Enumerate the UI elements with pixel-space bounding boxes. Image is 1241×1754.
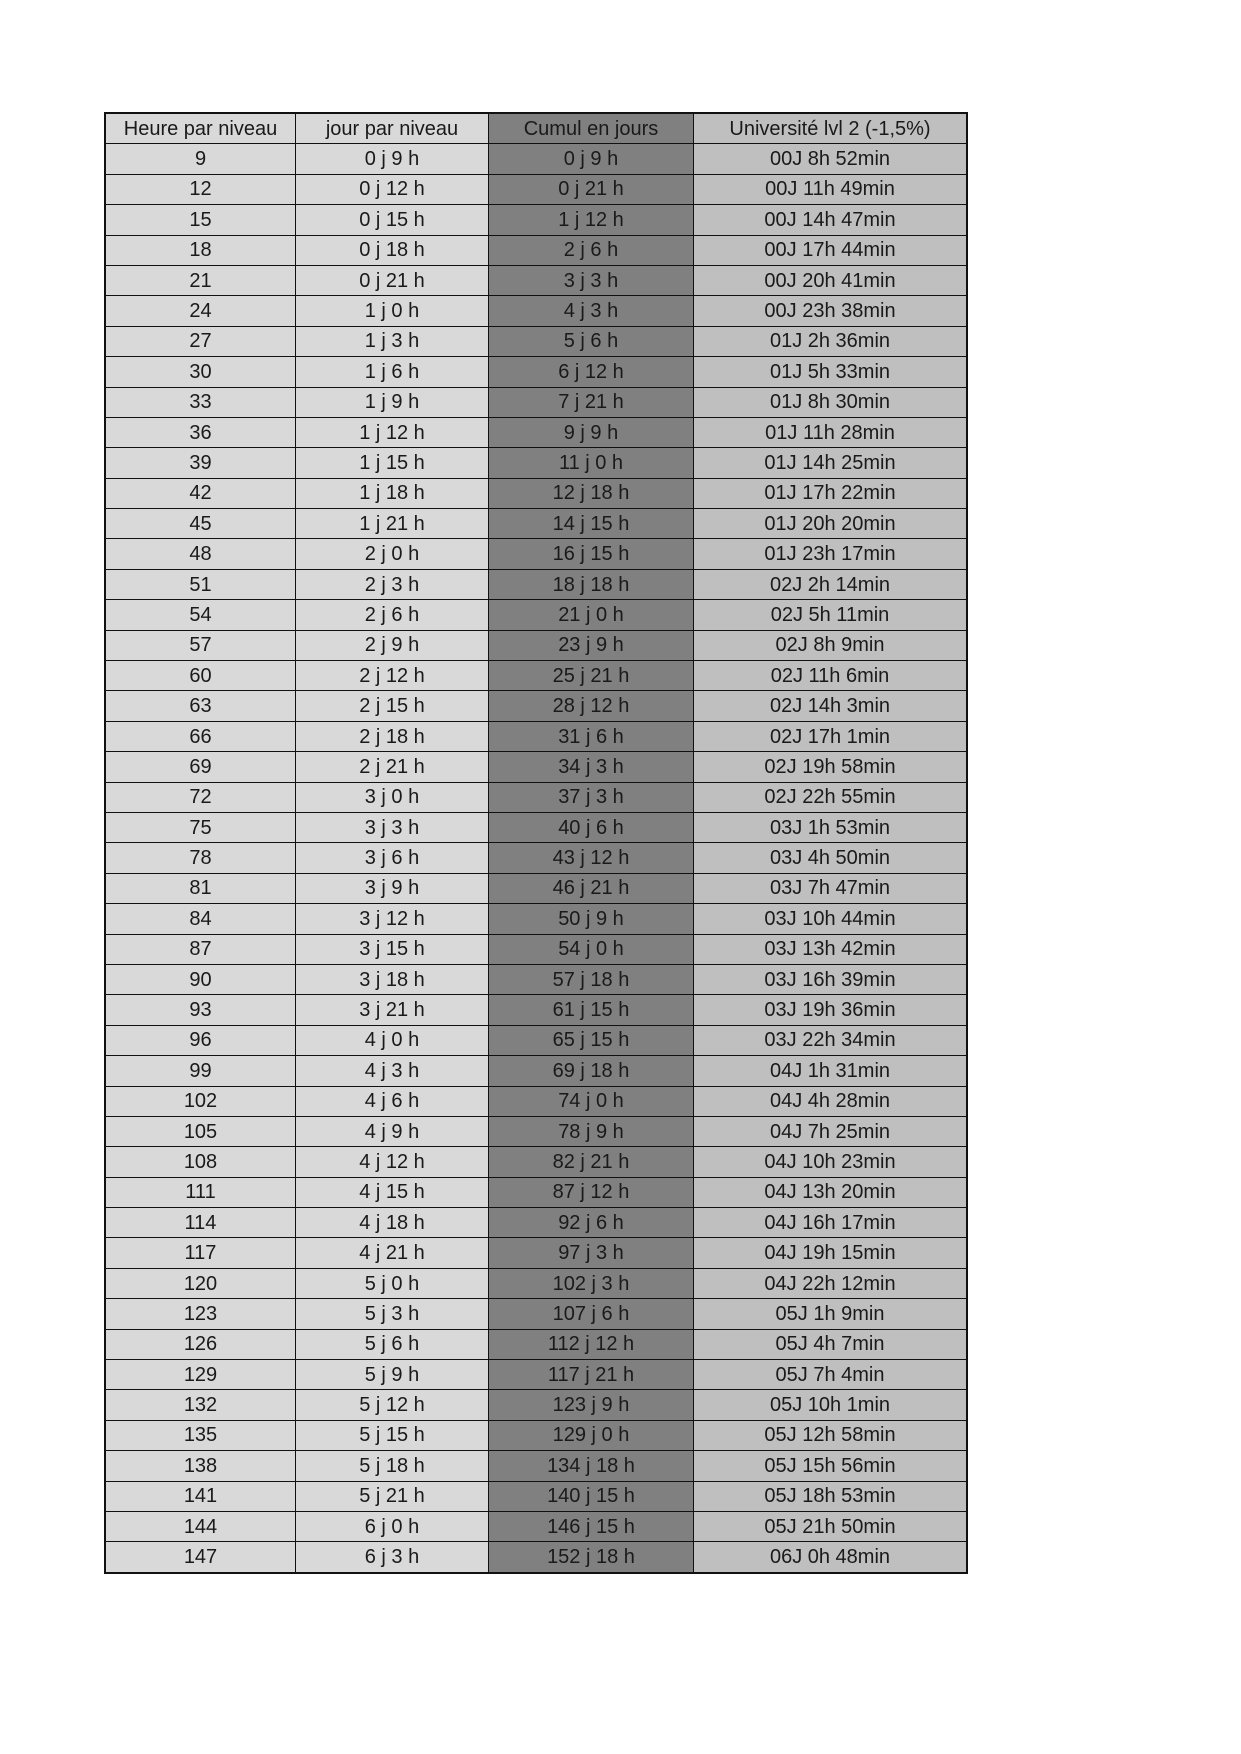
cell-universite-lvl2: 02J 5h 11min (694, 600, 968, 630)
table-row (105, 1116, 967, 1146)
cell-heure-par-niveau: 81 (105, 873, 296, 903)
cell-universite-lvl2: 01J 20h 20min (694, 509, 968, 539)
cell-heure-par-niveau: 138 (105, 1451, 296, 1481)
cell-universite-lvl2: 03J 16h 39min (694, 964, 968, 994)
table-row (105, 964, 967, 994)
cell-cumul-en-jours: 6 j 12 h (489, 357, 694, 387)
cell-cumul-en-jours: 78 j 9 h (489, 1116, 694, 1146)
cell-heure-par-niveau: 132 (105, 1390, 296, 1420)
cell-heure-par-niveau: 9 (105, 144, 296, 174)
table-row (105, 265, 967, 295)
table-row (105, 1329, 967, 1359)
table-row (105, 843, 967, 873)
cell-universite-lvl2: 00J 14h 47min (694, 205, 968, 235)
cell-heure-par-niveau: 48 (105, 539, 296, 569)
cell-cumul-en-jours: 65 j 15 h (489, 1025, 694, 1055)
table-row (105, 1390, 967, 1420)
cell-heure-par-niveau: 117 (105, 1238, 296, 1268)
table-row (105, 417, 967, 447)
cell-universite-lvl2: 05J 4h 7min (694, 1329, 968, 1359)
table-row (105, 1481, 967, 1511)
cell-heure-par-niveau: 21 (105, 265, 296, 295)
cell-cumul-en-jours: 2 j 6 h (489, 235, 694, 265)
table-row (105, 296, 967, 326)
cell-jour-par-niveau: 5 j 18 h (296, 1451, 489, 1481)
cell-heure-par-niveau: 63 (105, 691, 296, 721)
cell-cumul-en-jours: 3 j 3 h (489, 265, 694, 295)
table-row (105, 1542, 967, 1573)
cell-universite-lvl2: 05J 12h 58min (694, 1420, 968, 1450)
cell-jour-par-niveau: 0 j 15 h (296, 205, 489, 235)
cell-heure-par-niveau: 78 (105, 843, 296, 873)
cell-universite-lvl2: 04J 16h 17min (694, 1208, 968, 1238)
table-row (105, 235, 967, 265)
cell-heure-par-niveau: 57 (105, 630, 296, 660)
cell-universite-lvl2: 04J 4h 28min (694, 1086, 968, 1116)
cell-cumul-en-jours: 14 j 15 h (489, 509, 694, 539)
table-row (105, 539, 967, 569)
cell-universite-lvl2: 04J 22h 12min (694, 1268, 968, 1298)
cell-universite-lvl2: 04J 1h 31min (694, 1056, 968, 1086)
cell-cumul-en-jours: 146 j 15 h (489, 1511, 694, 1541)
cell-universite-lvl2: 00J 8h 52min (694, 144, 968, 174)
cell-jour-par-niveau: 5 j 9 h (296, 1360, 489, 1390)
cell-cumul-en-jours: 11 j 0 h (489, 448, 694, 478)
cell-jour-par-niveau: 5 j 0 h (296, 1268, 489, 1298)
cell-cumul-en-jours: 46 j 21 h (489, 873, 694, 903)
cell-universite-lvl2: 02J 22h 55min (694, 782, 968, 812)
table-row (105, 1360, 967, 1390)
cell-cumul-en-jours: 16 j 15 h (489, 539, 694, 569)
cell-cumul-en-jours: 57 j 18 h (489, 964, 694, 994)
table-row (105, 812, 967, 842)
cell-cumul-en-jours: 25 j 21 h (489, 661, 694, 691)
cell-universite-lvl2: 03J 13h 42min (694, 934, 968, 964)
cell-heure-par-niveau: 45 (105, 509, 296, 539)
cell-universite-lvl2: 01J 8h 30min (694, 387, 968, 417)
cell-heure-par-niveau: 30 (105, 357, 296, 387)
cell-cumul-en-jours: 31 j 6 h (489, 721, 694, 751)
cell-heure-par-niveau: 18 (105, 235, 296, 265)
cell-heure-par-niveau: 126 (105, 1329, 296, 1359)
table-row (105, 873, 967, 903)
cell-jour-par-niveau: 3 j 3 h (296, 812, 489, 842)
cell-cumul-en-jours: 112 j 12 h (489, 1329, 694, 1359)
table-row (105, 1025, 967, 1055)
cell-cumul-en-jours: 5 j 6 h (489, 326, 694, 356)
cell-universite-lvl2: 02J 2h 14min (694, 569, 968, 599)
cell-heure-par-niveau: 108 (105, 1147, 296, 1177)
cell-universite-lvl2: 02J 8h 9min (694, 630, 968, 660)
cell-universite-lvl2: 00J 20h 41min (694, 265, 968, 295)
header-row (105, 113, 967, 144)
table-row (105, 448, 967, 478)
cell-universite-lvl2: 04J 13h 20min (694, 1177, 968, 1207)
table-row (105, 691, 967, 721)
cell-cumul-en-jours: 54 j 0 h (489, 934, 694, 964)
cell-universite-lvl2: 05J 15h 56min (694, 1451, 968, 1481)
cell-jour-par-niveau: 4 j 15 h (296, 1177, 489, 1207)
cell-cumul-en-jours: 92 j 6 h (489, 1208, 694, 1238)
cell-heure-par-niveau: 105 (105, 1116, 296, 1146)
cell-jour-par-niveau: 3 j 21 h (296, 995, 489, 1025)
cell-jour-par-niveau: 5 j 12 h (296, 1390, 489, 1420)
cell-jour-par-niveau: 3 j 9 h (296, 873, 489, 903)
cell-jour-par-niveau: 1 j 21 h (296, 509, 489, 539)
cell-jour-par-niveau: 1 j 18 h (296, 478, 489, 508)
cell-heure-par-niveau: 72 (105, 782, 296, 812)
cell-heure-par-niveau: 66 (105, 721, 296, 751)
cell-jour-par-niveau: 5 j 21 h (296, 1481, 489, 1511)
table-row (105, 752, 967, 782)
cell-cumul-en-jours: 28 j 12 h (489, 691, 694, 721)
cell-jour-par-niveau: 1 j 3 h (296, 326, 489, 356)
cell-jour-par-niveau: 3 j 12 h (296, 904, 489, 934)
cell-universite-lvl2: 03J 22h 34min (694, 1025, 968, 1055)
cell-jour-par-niveau: 2 j 15 h (296, 691, 489, 721)
cell-jour-par-niveau: 3 j 18 h (296, 964, 489, 994)
cell-heure-par-niveau: 90 (105, 964, 296, 994)
cell-cumul-en-jours: 129 j 0 h (489, 1420, 694, 1450)
cell-heure-par-niveau: 24 (105, 296, 296, 326)
table-row (105, 1086, 967, 1116)
cell-universite-lvl2: 01J 2h 36min (694, 326, 968, 356)
table-row (105, 509, 967, 539)
table-row (105, 1451, 967, 1481)
cell-jour-par-niveau: 0 j 12 h (296, 174, 489, 204)
cell-universite-lvl2: 01J 11h 28min (694, 417, 968, 447)
cell-jour-par-niveau: 4 j 3 h (296, 1056, 489, 1086)
cell-heure-par-niveau: 120 (105, 1268, 296, 1298)
header-jour-par-niveau: jour par niveau (296, 113, 489, 144)
cell-jour-par-niveau: 5 j 15 h (296, 1420, 489, 1450)
cell-universite-lvl2: 03J 10h 44min (694, 904, 968, 934)
table-row (105, 569, 967, 599)
cell-heure-par-niveau: 123 (105, 1299, 296, 1329)
cell-heure-par-niveau: 36 (105, 417, 296, 447)
cell-cumul-en-jours: 107 j 6 h (489, 1299, 694, 1329)
cell-heure-par-niveau: 75 (105, 812, 296, 842)
cell-universite-lvl2: 05J 18h 53min (694, 1481, 968, 1511)
cell-jour-par-niveau: 1 j 15 h (296, 448, 489, 478)
cell-cumul-en-jours: 69 j 18 h (489, 1056, 694, 1086)
cell-jour-par-niveau: 5 j 3 h (296, 1299, 489, 1329)
table-row (105, 995, 967, 1025)
cell-universite-lvl2: 02J 11h 6min (694, 661, 968, 691)
cell-cumul-en-jours: 117 j 21 h (489, 1360, 694, 1390)
cell-heure-par-niveau: 87 (105, 934, 296, 964)
table-row (105, 205, 967, 235)
header-cumul-en-jours: Cumul en jours (489, 113, 694, 144)
cell-jour-par-niveau: 4 j 6 h (296, 1086, 489, 1116)
cell-jour-par-niveau: 4 j 12 h (296, 1147, 489, 1177)
cell-cumul-en-jours: 102 j 3 h (489, 1268, 694, 1298)
table-row (105, 478, 967, 508)
cell-heure-par-niveau: 39 (105, 448, 296, 478)
cell-jour-par-niveau: 3 j 0 h (296, 782, 489, 812)
cell-jour-par-niveau: 0 j 9 h (296, 144, 489, 174)
cell-universite-lvl2: 04J 7h 25min (694, 1116, 968, 1146)
table-row (105, 326, 967, 356)
table-row (105, 1420, 967, 1450)
cell-cumul-en-jours: 4 j 3 h (489, 296, 694, 326)
table-row (105, 1147, 967, 1177)
cell-cumul-en-jours: 0 j 21 h (489, 174, 694, 204)
cell-jour-par-niveau: 4 j 9 h (296, 1116, 489, 1146)
cell-cumul-en-jours: 87 j 12 h (489, 1177, 694, 1207)
cell-universite-lvl2: 03J 1h 53min (694, 812, 968, 842)
cell-cumul-en-jours: 82 j 21 h (489, 1147, 694, 1177)
cell-heure-par-niveau: 54 (105, 600, 296, 630)
cell-cumul-en-jours: 12 j 18 h (489, 478, 694, 508)
cell-jour-par-niveau: 2 j 6 h (296, 600, 489, 630)
table-row (105, 1511, 967, 1541)
cell-heure-par-niveau: 144 (105, 1511, 296, 1541)
cell-jour-par-niveau: 2 j 0 h (296, 539, 489, 569)
cell-universite-lvl2: 06J 0h 48min (694, 1542, 968, 1573)
cell-cumul-en-jours: 97 j 3 h (489, 1238, 694, 1268)
header-universite-lvl2: Université lvl 2 (-1,5%) (694, 113, 968, 144)
cell-heure-par-niveau: 84 (105, 904, 296, 934)
cell-jour-par-niveau: 1 j 9 h (296, 387, 489, 417)
cell-cumul-en-jours: 0 j 9 h (489, 144, 694, 174)
cell-cumul-en-jours: 1 j 12 h (489, 205, 694, 235)
table-row (105, 600, 967, 630)
cell-jour-par-niveau: 1 j 12 h (296, 417, 489, 447)
cell-heure-par-niveau: 111 (105, 1177, 296, 1207)
table-row (105, 144, 967, 174)
cell-heure-par-niveau: 141 (105, 1481, 296, 1511)
cell-heure-par-niveau: 51 (105, 569, 296, 599)
cell-universite-lvl2: 04J 10h 23min (694, 1147, 968, 1177)
cell-universite-lvl2: 03J 19h 36min (694, 995, 968, 1025)
table-body (105, 144, 967, 1573)
cell-heure-par-niveau: 135 (105, 1420, 296, 1450)
table-row (105, 782, 967, 812)
table-row (105, 904, 967, 934)
cell-jour-par-niveau: 2 j 9 h (296, 630, 489, 660)
cell-universite-lvl2: 05J 7h 4min (694, 1360, 968, 1390)
cell-heure-par-niveau: 15 (105, 205, 296, 235)
header-heure-par-niveau: Heure par niveau (105, 113, 296, 144)
cell-cumul-en-jours: 23 j 9 h (489, 630, 694, 660)
cell-universite-lvl2: 02J 19h 58min (694, 752, 968, 782)
table-row (105, 1056, 967, 1086)
cell-jour-par-niveau: 3 j 6 h (296, 843, 489, 873)
cell-heure-par-niveau: 129 (105, 1360, 296, 1390)
cell-cumul-en-jours: 18 j 18 h (489, 569, 694, 599)
cell-cumul-en-jours: 50 j 9 h (489, 904, 694, 934)
cell-universite-lvl2: 01J 5h 33min (694, 357, 968, 387)
table-row (105, 174, 967, 204)
cell-jour-par-niveau: 1 j 0 h (296, 296, 489, 326)
cell-universite-lvl2: 00J 17h 44min (694, 235, 968, 265)
cell-universite-lvl2: 01J 23h 17min (694, 539, 968, 569)
cell-jour-par-niveau: 3 j 15 h (296, 934, 489, 964)
cell-heure-par-niveau: 33 (105, 387, 296, 417)
cell-heure-par-niveau: 114 (105, 1208, 296, 1238)
cell-universite-lvl2: 00J 23h 38min (694, 296, 968, 326)
cell-cumul-en-jours: 74 j 0 h (489, 1086, 694, 1116)
table-row (105, 661, 967, 691)
cell-jour-par-niveau: 0 j 21 h (296, 265, 489, 295)
cell-cumul-en-jours: 7 j 21 h (489, 387, 694, 417)
cell-cumul-en-jours: 140 j 15 h (489, 1481, 694, 1511)
table-row (105, 357, 967, 387)
cell-universite-lvl2: 05J 10h 1min (694, 1390, 968, 1420)
table-row (105, 1268, 967, 1298)
cell-cumul-en-jours: 123 j 9 h (489, 1390, 694, 1420)
cell-universite-lvl2: 05J 21h 50min (694, 1511, 968, 1541)
cell-heure-par-niveau: 147 (105, 1542, 296, 1573)
cell-cumul-en-jours: 9 j 9 h (489, 417, 694, 447)
cell-heure-par-niveau: 42 (105, 478, 296, 508)
cell-cumul-en-jours: 61 j 15 h (489, 995, 694, 1025)
cell-jour-par-niveau: 4 j 21 h (296, 1238, 489, 1268)
table-row (105, 934, 967, 964)
cell-jour-par-niveau: 2 j 21 h (296, 752, 489, 782)
cell-cumul-en-jours: 152 j 18 h (489, 1542, 694, 1573)
cell-universite-lvl2: 00J 11h 49min (694, 174, 968, 204)
cell-universite-lvl2: 01J 17h 22min (694, 478, 968, 508)
cell-heure-par-niveau: 27 (105, 326, 296, 356)
cell-heure-par-niveau: 96 (105, 1025, 296, 1055)
cell-jour-par-niveau: 1 j 6 h (296, 357, 489, 387)
cell-universite-lvl2: 03J 4h 50min (694, 843, 968, 873)
cell-jour-par-niveau: 2 j 3 h (296, 569, 489, 599)
cell-jour-par-niveau: 4 j 0 h (296, 1025, 489, 1055)
table-row (105, 1177, 967, 1207)
cell-universite-lvl2: 04J 19h 15min (694, 1238, 968, 1268)
cell-cumul-en-jours: 134 j 18 h (489, 1451, 694, 1481)
cell-jour-par-niveau: 5 j 6 h (296, 1329, 489, 1359)
cell-cumul-en-jours: 21 j 0 h (489, 600, 694, 630)
cell-heure-par-niveau: 12 (105, 174, 296, 204)
cell-jour-par-niveau: 2 j 12 h (296, 661, 489, 691)
cell-heure-par-niveau: 102 (105, 1086, 296, 1116)
cell-cumul-en-jours: 34 j 3 h (489, 752, 694, 782)
table-row (105, 387, 967, 417)
cell-jour-par-niveau: 6 j 0 h (296, 1511, 489, 1541)
cell-jour-par-niveau: 6 j 3 h (296, 1542, 489, 1573)
table-row (105, 1238, 967, 1268)
table-row (105, 630, 967, 660)
cell-jour-par-niveau: 4 j 18 h (296, 1208, 489, 1238)
cell-cumul-en-jours: 37 j 3 h (489, 782, 694, 812)
cell-cumul-en-jours: 40 j 6 h (489, 812, 694, 842)
cell-heure-par-niveau: 69 (105, 752, 296, 782)
table-header (105, 113, 967, 144)
cell-heure-par-niveau: 60 (105, 661, 296, 691)
cell-heure-par-niveau: 93 (105, 995, 296, 1025)
cell-heure-par-niveau: 99 (105, 1056, 296, 1086)
table-row (105, 1299, 967, 1329)
table-row (105, 721, 967, 751)
cell-universite-lvl2: 05J 1h 9min (694, 1299, 968, 1329)
cell-universite-lvl2: 02J 17h 1min (694, 721, 968, 751)
cell-jour-par-niveau: 0 j 18 h (296, 235, 489, 265)
cell-jour-par-niveau: 2 j 18 h (296, 721, 489, 751)
cell-universite-lvl2: 03J 7h 47min (694, 873, 968, 903)
level-time-table (104, 112, 968, 1574)
table-row (105, 1208, 967, 1238)
cell-universite-lvl2: 02J 14h 3min (694, 691, 968, 721)
cell-universite-lvl2: 01J 14h 25min (694, 448, 968, 478)
cell-cumul-en-jours: 43 j 12 h (489, 843, 694, 873)
